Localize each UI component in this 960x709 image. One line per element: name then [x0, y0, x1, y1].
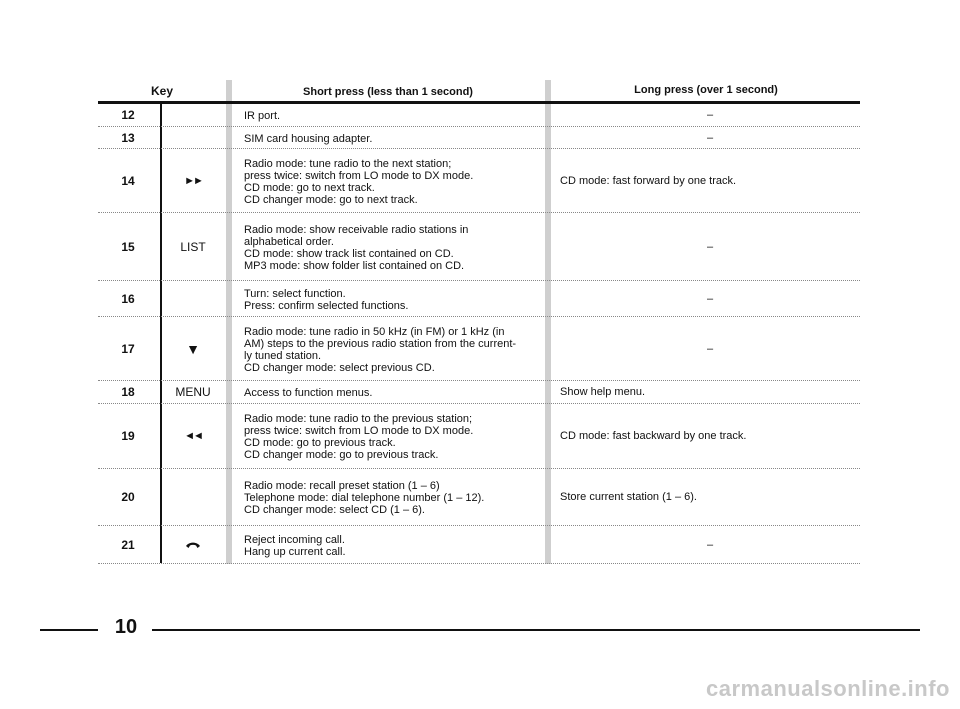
page-number: 10	[114, 616, 138, 638]
table-row	[98, 526, 860, 564]
table-row	[98, 317, 860, 381]
table-row	[98, 281, 860, 317]
table-row	[98, 469, 860, 526]
row-number: 14	[121, 173, 135, 188]
table-row	[98, 213, 860, 281]
row-number: 18	[121, 385, 135, 399]
long-press-text: –	[706, 292, 714, 305]
row-number: 13	[121, 130, 135, 145]
rewind-icon: ◄◄	[184, 430, 202, 442]
long-press-text: –	[706, 131, 714, 144]
down-triangle-icon: ▼	[186, 340, 200, 357]
table-row	[98, 104, 860, 127]
row-number: 21	[121, 537, 135, 552]
row-number: 16	[121, 291, 135, 306]
table-row	[98, 404, 860, 469]
row-number: 19	[121, 429, 135, 443]
short-press-text: Radio mode: recall preset station (1 – 6) Telephone mode: dial telephone number (1 – 12). CD changer mode: select CD (1 – 6).	[244, 480, 485, 516]
short-press-text: SIM card housing adapter.	[244, 132, 373, 145]
long-press-text: CD mode: fast forward by one track.	[560, 174, 737, 187]
watermark: carmanualsonline.info	[706, 676, 950, 701]
short-press-text: Reject incoming call. Hang up current call.	[244, 533, 346, 558]
header-key: Key	[150, 84, 173, 98]
table-row	[98, 381, 860, 404]
short-press-text: Access to function menus.	[244, 387, 373, 399]
long-press-text: CD mode: fast backward by one track.	[560, 430, 747, 442]
fast-forward-icon: ►►	[184, 174, 202, 187]
footer-rule	[152, 629, 920, 631]
short-press-text: Turn: select function. Press: confirm selected functions.	[244, 287, 409, 312]
header-long-press: Long press (over 1 second)	[634, 84, 778, 96]
row-number: 17	[121, 341, 135, 356]
long-press-text: –	[706, 538, 714, 551]
footer-rule	[40, 629, 98, 631]
long-press-text: –	[706, 240, 714, 253]
menu-key-label: MENU	[175, 385, 211, 399]
list-key-label: LIST	[180, 239, 206, 254]
hang-up-phone-icon	[162, 526, 224, 563]
table-row	[98, 149, 860, 213]
short-press-text: Radio mode: tune radio to the next station; press twice: switch from LO mode to DX mode. CD mode: go to next track. CD changer mode: go to next track.	[244, 157, 474, 206]
table-row	[98, 127, 860, 149]
long-press-text: Show help menu.	[560, 386, 645, 398]
hang-up-phone-icon	[185, 540, 201, 550]
short-press-text: Radio mode: tune radio in 50 kHz (in FM) or 1 kHz (in AM) steps to the previous radio station from the current- ly tuned station. CD changer mode: select previous CD.	[244, 325, 517, 374]
short-press-text: Radio mode: show receivable radio stations in alphabetical order. CD mode: show track list contained on CD. MP3 mode: show folder list contained on CD.	[244, 223, 469, 272]
short-press-text: Radio mode: tune radio to the previous station; press twice: switch from LO mode to DX mode. CD mode: go to previous track. CD changer mode: go to previous track.	[244, 413, 474, 461]
long-press-text: –	[706, 109, 714, 121]
long-press-text: Store current station (1 – 6).	[560, 491, 697, 503]
long-press-text: –	[706, 342, 714, 355]
short-press-text: IR port.	[244, 110, 281, 122]
row-number: 15	[121, 239, 135, 254]
header-short-press: Short press (less than 1 second)	[303, 86, 473, 98]
row-number: 20	[121, 490, 135, 504]
row-number: 12	[121, 108, 135, 122]
